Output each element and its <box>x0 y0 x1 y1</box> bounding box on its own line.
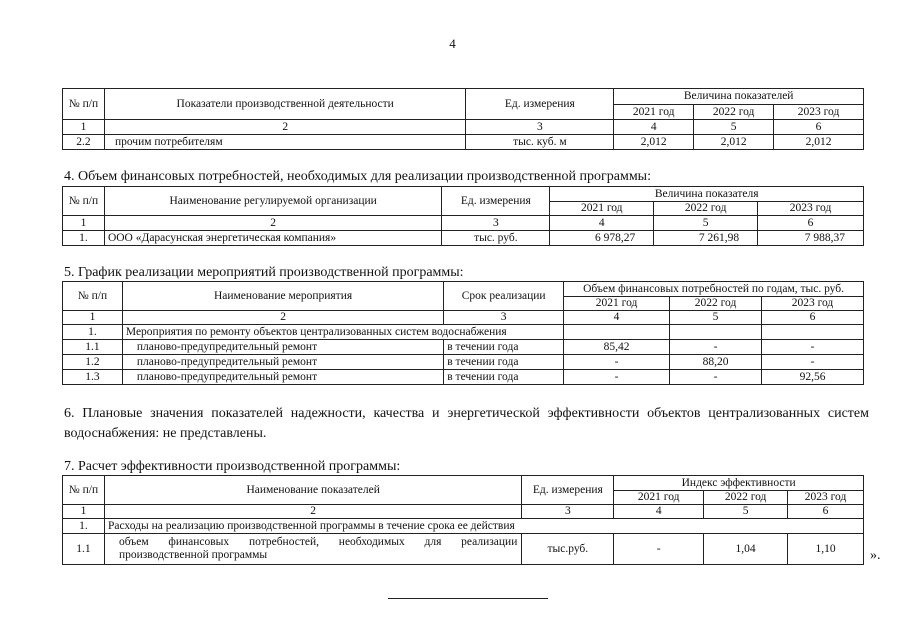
year-2021: 2021 год <box>564 297 670 311</box>
index-cell: 5 <box>694 120 774 135</box>
col-header-num: № п/п <box>63 476 105 505</box>
page-number: 4 <box>449 36 456 51</box>
row-value-2022: 2,012 <box>694 135 774 150</box>
row-value-2022: 1,04 <box>704 534 788 565</box>
group-row <box>63 519 864 534</box>
row-value-2023: 92,56 <box>762 370 864 385</box>
row-num: 1.2 <box>63 355 123 370</box>
table-row <box>63 340 864 355</box>
col-header-indicator: Наименование показателей <box>104 476 521 505</box>
empty-cell <box>762 325 864 340</box>
col-header-value: Индекс эффективности <box>614 476 864 491</box>
empty-cell <box>564 325 670 340</box>
row-value-2022: 7 261,98 <box>654 231 758 246</box>
row-value-2023: 1,10 <box>788 534 864 565</box>
col-header-unit: Ед. измерения <box>442 187 550 216</box>
row-num: 1.1 <box>63 534 105 565</box>
row-value-2021: 2,012 <box>614 135 694 150</box>
column-index-row <box>63 311 864 325</box>
row-num: 2.2 <box>63 135 105 150</box>
year-2022: 2022 год <box>694 105 774 120</box>
row-value-2021: 6 978,27 <box>550 231 654 246</box>
col-header-unit: Ед. измерения <box>466 89 614 120</box>
year-2023: 2023 год <box>788 491 864 505</box>
index-cell: 5 <box>670 311 762 325</box>
index-cell: 3 <box>522 505 614 519</box>
col-header-indicator: Показатели производственной деятельности <box>104 89 465 120</box>
group-num: 1. <box>63 325 123 340</box>
year-2021: 2021 год <box>614 491 704 505</box>
row-term: в течении года <box>444 340 564 355</box>
index-cell: 5 <box>704 505 788 519</box>
row-unit: тыс. руб. <box>442 231 550 246</box>
footer-divider <box>388 598 548 599</box>
year-2023: 2023 год <box>774 105 864 120</box>
column-index-row <box>63 120 864 135</box>
index-cell: 2 <box>104 120 465 135</box>
row-num: 1.3 <box>63 370 123 385</box>
row-value-2023: 2,012 <box>774 135 864 150</box>
col-header-value: Величина показателей <box>614 89 864 105</box>
table-row <box>63 355 864 370</box>
row-value-2023: - <box>762 340 864 355</box>
closing-quote: ». <box>870 548 881 563</box>
col-header-unit: Ед. измерения <box>522 476 614 505</box>
row-indicator: объем финансовых потребностей, необходимых для реализации производственной программы <box>104 534 521 565</box>
col-header-value: Объем финансовых потребностей по годам, тыс. руб. <box>564 282 864 297</box>
production-indicators-table <box>62 88 864 150</box>
year-2022: 2022 год <box>704 491 788 505</box>
group-num: 1. <box>63 519 105 534</box>
row-activity: планово-предупредительный ремонт <box>122 355 443 370</box>
section-6-text: 6. Плановые значения показателей надежности, качества и энергетической эффективности объектов централизованных систем водоснабжения: не представлены. <box>64 406 869 441</box>
section-7-title: 7. Расчет эффективности производственной программы: <box>64 459 401 474</box>
index-cell: 1 <box>63 120 105 135</box>
index-cell: 4 <box>564 311 670 325</box>
table-row <box>63 135 864 150</box>
section-5-title: 5. График реализации мероприятий производственной программы: <box>64 265 464 280</box>
schedule-table <box>62 281 864 385</box>
row-value-2021: - <box>614 534 704 565</box>
row-value-2021: 85,42 <box>564 340 670 355</box>
group-name: Мероприятия по ремонту объектов централизованных систем водоснабжения <box>122 325 563 340</box>
row-value-2022: - <box>670 370 762 385</box>
row-value-2023: 7 988,37 <box>758 231 864 246</box>
year-2021: 2021 год <box>614 105 694 120</box>
index-cell: 1 <box>63 505 105 519</box>
col-header-num: № п/п <box>63 89 105 120</box>
index-cell: 1 <box>63 216 105 231</box>
index-cell: 6 <box>762 311 864 325</box>
row-num: 1. <box>63 231 105 246</box>
row-term: в течении года <box>444 355 564 370</box>
row-organization: ООО «Дарасунская энергетическая компания» <box>104 231 441 246</box>
empty-cell <box>670 325 762 340</box>
index-cell: 6 <box>788 505 864 519</box>
col-header-value: Величина показателя <box>550 187 864 202</box>
index-cell: 2 <box>122 311 443 325</box>
row-value-2022: - <box>670 340 762 355</box>
group-row <box>63 325 864 340</box>
index-cell: 3 <box>444 311 564 325</box>
index-cell: 3 <box>442 216 550 231</box>
index-cell: 6 <box>758 216 864 231</box>
row-value-2022: 88,20 <box>670 355 762 370</box>
row-term: в течении года <box>444 370 564 385</box>
row-unit: тыс. куб. м <box>466 135 614 150</box>
col-header-num: № п/п <box>63 282 123 311</box>
index-cell: 5 <box>654 216 758 231</box>
index-cell: 4 <box>614 120 694 135</box>
index-cell: 6 <box>774 120 864 135</box>
row-unit: тыс.руб. <box>522 534 614 565</box>
col-header-term: Срок реализации <box>444 282 564 311</box>
index-cell: 4 <box>614 505 704 519</box>
year-2021: 2021 год <box>550 202 654 216</box>
row-value-2023: - <box>762 355 864 370</box>
col-header-num: № п/п <box>63 187 105 216</box>
index-cell: 1 <box>63 311 123 325</box>
row-activity: планово-предупредительный ремонт <box>122 340 443 355</box>
index-cell: 2 <box>104 505 521 519</box>
year-2023: 2023 год <box>762 297 864 311</box>
row-num: 1.1 <box>63 340 123 355</box>
year-2023: 2023 год <box>758 202 864 216</box>
col-header-activity: Наименование мероприятия <box>122 282 443 311</box>
row-name: прочим потребителям <box>104 135 465 150</box>
table-row <box>63 370 864 385</box>
index-cell: 2 <box>104 216 441 231</box>
column-index-row <box>63 216 864 231</box>
year-2022: 2022 год <box>654 202 758 216</box>
table-row <box>63 534 864 565</box>
financial-needs-table <box>62 186 864 246</box>
column-index-row <box>63 505 864 519</box>
col-header-organization: Наименование регулируемой организации <box>104 187 441 216</box>
year-2022: 2022 год <box>670 297 762 311</box>
row-activity: планово-предупредительный ремонт <box>122 370 443 385</box>
index-cell: 3 <box>466 120 614 135</box>
index-cell: 4 <box>550 216 654 231</box>
section-4-title: 4. Объем финансовых потребностей, необходимых для реализации производственной программы: <box>64 169 651 184</box>
row-value-2021: - <box>564 370 670 385</box>
group-name: Расходы на реализацию производственной программы в течение срока ее действия <box>104 519 863 534</box>
table-row <box>63 231 864 246</box>
row-value-2021: - <box>564 355 670 370</box>
efficiency-table <box>62 475 864 565</box>
